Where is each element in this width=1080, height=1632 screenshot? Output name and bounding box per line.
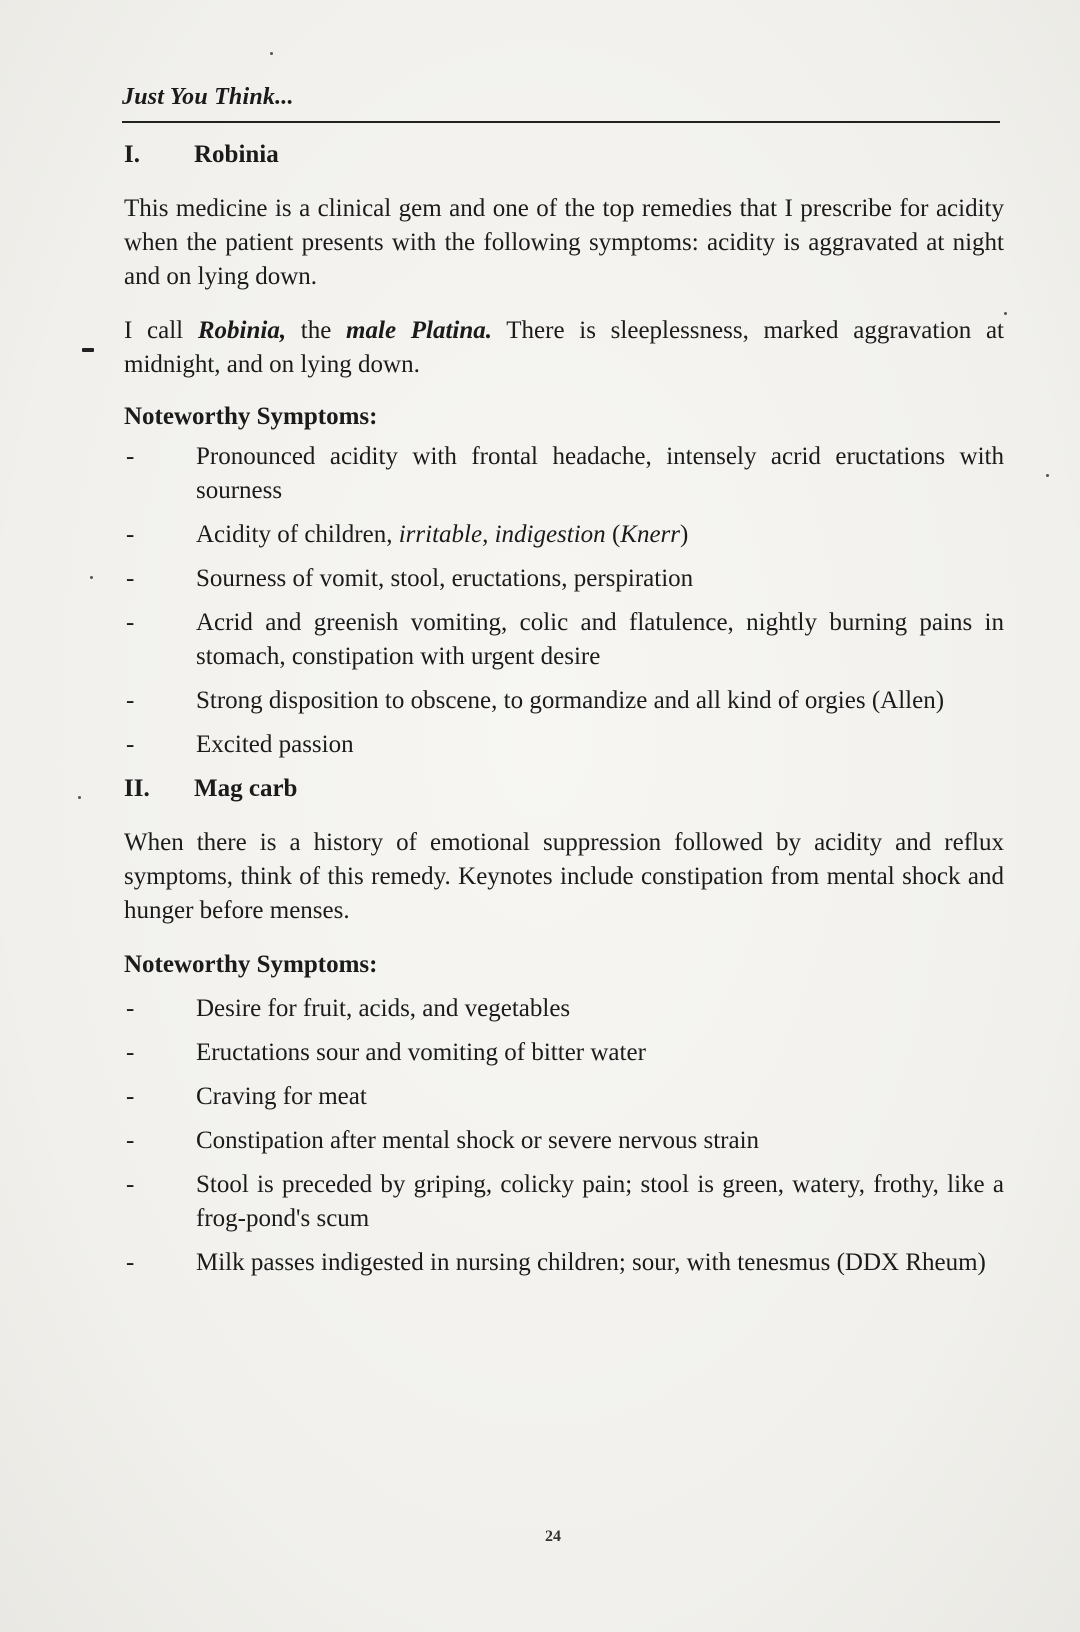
list-item — [124, 562, 1004, 596]
list-item — [124, 518, 1004, 552]
robinia-second-paragraph — [124, 314, 1004, 382]
bullet-dash: - — [126, 1127, 135, 1154]
section-title: Robinia — [194, 141, 279, 168]
symptom-text: Craving for meat — [196, 1083, 367, 1110]
bullet-dash: - — [126, 565, 135, 592]
bullet-dash: - — [126, 1249, 135, 1276]
text-run: There is sleeplessness, marked aggravation at midnight, and on lying down. — [124, 317, 1004, 378]
symptom-text: Pronounced acidity with frontal headache, intensely acrid eructations with sourness — [196, 443, 1004, 504]
paper-speck — [270, 52, 273, 55]
section-number: I. — [124, 141, 140, 168]
bullet-dash: - — [126, 731, 135, 758]
header-rule — [122, 121, 1000, 123]
symptom-text: Milk passes indigested in nursing children; sour, with tenesmus (DDX Rheum) — [196, 1249, 986, 1276]
list-item — [124, 992, 1004, 1026]
bullet-dash: - — [126, 1171, 135, 1198]
italic-run: irritable, indigestion — [398, 521, 606, 548]
list-item — [124, 1124, 1004, 1158]
bullet-dash: - — [126, 609, 135, 636]
paper-speck — [1004, 312, 1007, 315]
male-platina-emphasis: male Platina. — [346, 317, 493, 344]
text-run: I call — [124, 317, 198, 344]
list-item — [124, 728, 1004, 762]
section-number: II. — [124, 775, 150, 802]
mag-carb-intro-paragraph: When there is a history of emotional suppression followed by acidity and reflux symptoms, think of this remedy. Keynotes include constipation from mental shock and hunger before menses. — [124, 829, 1004, 924]
running-header: Just You Think... — [122, 84, 294, 110]
text-run: Acidity of children, — [196, 521, 399, 548]
symptom-text: Acrid and greenish vomiting, colic and flatulence, nightly burning pains in stomach, constipation with urgent desire — [196, 609, 1004, 670]
robinia-symptom-list — [124, 440, 1004, 762]
symptom-text: Excited passion — [196, 731, 354, 758]
symptom-text: Desire for fruit, acids, and vegetables — [196, 995, 571, 1022]
symptom-text: Constipation after mental shock or severe nervous strain — [196, 1127, 760, 1154]
list-item — [124, 684, 1004, 718]
bullet-dash: - — [126, 995, 135, 1022]
list-item — [124, 1036, 1004, 1070]
remedy-name-emphasis: Robinia, — [197, 317, 287, 344]
symptom-text — [196, 518, 1004, 552]
text-run: ) — [680, 521, 689, 548]
paper-speck — [90, 576, 93, 579]
section-heading-mag-carb — [124, 772, 1004, 806]
page-content — [124, 138, 1004, 1290]
bullet-dash: - — [126, 1039, 135, 1066]
bullet-dash: - — [126, 443, 135, 470]
list-item — [124, 1246, 1004, 1280]
page-number: 24 — [545, 1528, 561, 1545]
text-run: the — [286, 317, 347, 344]
bullet-dash: - — [126, 1083, 135, 1110]
mag-carb-symptom-list — [124, 992, 1004, 1280]
list-item — [124, 606, 1004, 674]
symptoms-heading: Noteworthy Symptoms: — [124, 951, 378, 978]
list-item — [124, 1168, 1004, 1236]
bullet-dash: - — [126, 521, 135, 548]
paper-speck — [1046, 474, 1049, 477]
symptom-text: Eructations sour and vomiting of bitter water — [196, 1039, 646, 1066]
text-run: ( — [605, 521, 621, 548]
paper-speck — [78, 796, 81, 799]
symptom-text: Strong disposition to obscene, to gormandize and all kind of orgies (Allen) — [196, 687, 945, 714]
list-item — [124, 1080, 1004, 1114]
list-item — [124, 440, 1004, 508]
symptoms-heading: Noteworthy Symptoms: — [124, 403, 378, 430]
bullet-dash: - — [126, 687, 135, 714]
section-heading-robinia — [124, 138, 1004, 172]
citation-author: Knerr — [620, 521, 680, 548]
symptom-text: Sourness of vomit, stool, eructations, perspiration — [196, 565, 694, 592]
section-title: Mag carb — [194, 775, 298, 802]
robinia-intro-paragraph: This medicine is a clinical gem and one of the top remedies that I prescribe for acidity when the patient presents with the following symptoms: acidity is aggravated at night and on lying down. — [124, 195, 1004, 290]
symptom-text: Stool is preceded by griping, colicky pain; stool is green, watery, frothy, like a frog-pond's scum — [196, 1171, 1004, 1232]
margin-mark — [82, 348, 94, 352]
